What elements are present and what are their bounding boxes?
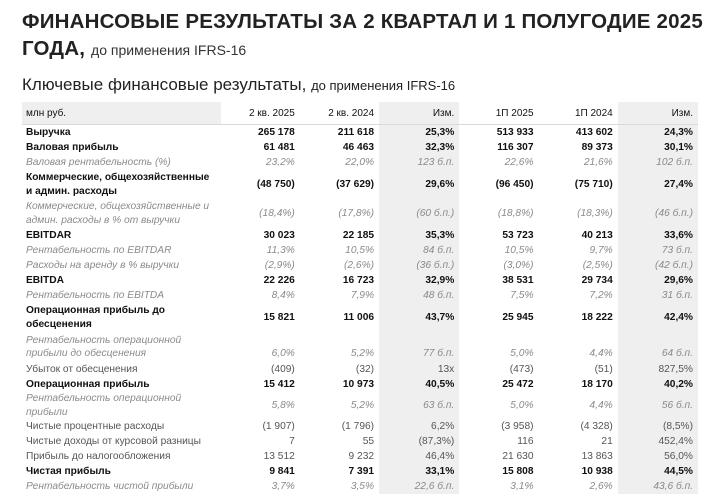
cell-value: 29,6% bbox=[618, 273, 698, 288]
cell-value: 33,6% bbox=[618, 228, 698, 243]
cell-value: 13 512 bbox=[263, 450, 295, 462]
cell-value: 15 821 bbox=[263, 311, 295, 323]
table-row bbox=[22, 392, 698, 419]
cell-value: 46,4% bbox=[379, 449, 459, 464]
column-header: Изм. bbox=[618, 102, 698, 125]
cell-value: 5,2% bbox=[350, 348, 375, 359]
table-row bbox=[22, 170, 698, 199]
table-row bbox=[22, 125, 698, 141]
cell-value: 9,7% bbox=[589, 244, 613, 256]
cell-value: 116 307 bbox=[497, 141, 534, 153]
cell-value: 21 630 bbox=[502, 450, 534, 462]
row-label: Коммерческие, общехозяйственные и админ. расходы в % от выручки bbox=[26, 201, 210, 226]
cell-value: 5,2% bbox=[350, 399, 375, 411]
cell-value: (8,5%) bbox=[618, 419, 698, 434]
row-label: Расходы на аренду в % выручки bbox=[26, 259, 180, 271]
cell-value: 8,4% bbox=[271, 289, 295, 301]
cell-value: 13 863 bbox=[581, 450, 613, 462]
row-label: Рентабельность чистой прибыли bbox=[26, 480, 194, 492]
cell-value: 21 bbox=[601, 435, 613, 447]
cell-value: 18 170 bbox=[581, 378, 613, 390]
table-row bbox=[22, 449, 698, 464]
cell-value: 9 841 bbox=[269, 465, 295, 477]
row-label: Рентабельность по EBITDA bbox=[26, 289, 165, 301]
financial-results-table bbox=[22, 102, 698, 494]
cell-value: 13x bbox=[379, 362, 459, 377]
table-row bbox=[22, 419, 698, 434]
cell-value: (3,0%) bbox=[503, 259, 534, 271]
cell-value: 40,2% bbox=[618, 377, 698, 392]
cell-value: 89 373 bbox=[581, 141, 613, 153]
page-title-main: ФИНАНСОВЫЕ РЕЗУЛЬТАТЫ ЗА 2 КВАРТАЛ И 1 ПОЛУГОДИЕ 2025 ГОДА, bbox=[22, 10, 703, 60]
row-label: Убыток от обесценения bbox=[26, 363, 138, 375]
cell-value: (48 750) bbox=[256, 178, 295, 190]
row-label: Операционная прибыль до обесценения bbox=[26, 305, 166, 330]
section-title-main: Ключевые финансовые результаты, bbox=[22, 75, 307, 94]
cell-value: (60 б.п.) bbox=[379, 199, 459, 228]
cell-value: (409) bbox=[271, 363, 295, 375]
cell-value: 44,5% bbox=[618, 464, 698, 479]
row-label: EBITDA bbox=[26, 274, 64, 286]
column-header: 2 кв. 2025 bbox=[221, 102, 300, 125]
cell-value: (46 б.п.) bbox=[618, 199, 698, 228]
cell-value: 33,1% bbox=[379, 464, 459, 479]
cell-value: (1 796) bbox=[341, 420, 375, 432]
cell-value: 22,6% bbox=[504, 156, 534, 168]
cell-value: 43,7% bbox=[379, 303, 459, 332]
row-label: Операционная прибыль bbox=[26, 378, 150, 390]
row-label: Прибыль до налогообложения bbox=[26, 450, 171, 462]
cell-value: 6,0% bbox=[271, 348, 295, 359]
cell-value: 46 463 bbox=[342, 141, 375, 153]
cell-value: 30,1% bbox=[618, 140, 698, 155]
cell-value: 73 б.п. bbox=[618, 243, 698, 258]
row-label: Чистые доходы от курсовой разницы bbox=[26, 435, 201, 447]
cell-value: 5,0% bbox=[510, 348, 534, 359]
cell-value: 40 213 bbox=[581, 229, 613, 241]
table-row bbox=[22, 273, 698, 288]
cell-value: 22 185 bbox=[342, 229, 375, 241]
cell-value: (75 710) bbox=[574, 178, 613, 190]
cell-value: 7 391 bbox=[348, 465, 375, 477]
cell-value: 5,0% bbox=[510, 399, 534, 411]
row-label: Чистая прибыль bbox=[26, 465, 111, 477]
cell-value: 6,2% bbox=[379, 419, 459, 434]
cell-value: 53 723 bbox=[502, 229, 534, 241]
cell-value: (36 б.п.) bbox=[379, 258, 459, 273]
cell-value: 22,0% bbox=[345, 156, 375, 168]
cell-value: 10,5% bbox=[345, 244, 375, 256]
cell-value: 10 973 bbox=[342, 378, 375, 390]
cell-value: 827,5% bbox=[618, 362, 698, 377]
cell-value: 265 178 bbox=[257, 126, 295, 138]
table-row bbox=[22, 155, 698, 170]
cell-value: (473) bbox=[509, 363, 534, 375]
cell-value: (3 958) bbox=[501, 420, 534, 432]
cell-value: 3,5% bbox=[350, 480, 375, 492]
cell-value: 30 023 bbox=[263, 229, 295, 241]
cell-value: 15 808 bbox=[502, 465, 534, 477]
cell-value: 27,4% bbox=[618, 170, 698, 199]
row-label: Чистые процентные расходы bbox=[26, 420, 165, 432]
cell-value: 22 226 bbox=[263, 274, 295, 286]
cell-value: 32,3% bbox=[379, 140, 459, 155]
cell-value: (18,8%) bbox=[497, 207, 534, 219]
cell-value: 3,7% bbox=[271, 480, 295, 492]
cell-value: 29,6% bbox=[379, 170, 459, 199]
column-header: 1П 2025 bbox=[459, 102, 538, 125]
cell-value: (2,6%) bbox=[344, 259, 375, 271]
cell-value: 7,2% bbox=[589, 289, 613, 301]
cell-value: 25 472 bbox=[502, 378, 534, 390]
cell-value: 64 б.п. bbox=[618, 332, 698, 362]
table-row bbox=[22, 258, 698, 273]
cell-value: (32) bbox=[355, 363, 375, 375]
page-title-suffix: до применения IFRS-16 bbox=[91, 42, 247, 58]
cell-value: 43,6 б.п. bbox=[618, 479, 698, 494]
cell-value: 24,3% bbox=[618, 125, 698, 141]
section-title-suffix: до применения IFRS-16 bbox=[311, 78, 456, 93]
row-label: EBITDAR bbox=[26, 229, 72, 241]
cell-value: 7,9% bbox=[350, 289, 375, 301]
cell-value: 10 938 bbox=[581, 465, 613, 477]
cell-value: 21,6% bbox=[583, 156, 613, 168]
section-title bbox=[22, 75, 455, 95]
cell-value: 10,5% bbox=[504, 244, 534, 256]
cell-value: 11 006 bbox=[343, 311, 375, 323]
cell-value: 32,9% bbox=[379, 273, 459, 288]
cell-value: 3,1% bbox=[510, 480, 534, 492]
cell-value: 48 б.п. bbox=[379, 288, 459, 303]
cell-value: 42,4% bbox=[618, 303, 698, 332]
cell-value: (17,8%) bbox=[338, 207, 375, 219]
table-header-row bbox=[22, 102, 698, 125]
cell-value: 15 412 bbox=[263, 378, 295, 390]
cell-value: 211 618 bbox=[337, 126, 375, 138]
table-row bbox=[22, 464, 698, 479]
cell-value: 116 bbox=[517, 435, 534, 447]
cell-value: (2,5%) bbox=[582, 259, 613, 271]
cell-value: 56 б.п. bbox=[618, 392, 698, 419]
table-row bbox=[22, 303, 698, 332]
cell-value: 77 б.п. bbox=[379, 332, 459, 362]
table-row bbox=[22, 243, 698, 258]
cell-value: 102 б.п. bbox=[618, 155, 698, 170]
cell-value: 452,4% bbox=[618, 434, 698, 449]
cell-value: 16 723 bbox=[342, 274, 375, 286]
cell-value: (42 б.п.) bbox=[618, 258, 698, 273]
cell-value: 22,6 б.п. bbox=[379, 479, 459, 494]
table-row bbox=[22, 332, 698, 362]
row-label: Валовая прибыль bbox=[26, 141, 119, 153]
cell-value: 7,5% bbox=[510, 289, 534, 301]
table-row bbox=[22, 377, 698, 392]
cell-value: 9 232 bbox=[348, 450, 375, 462]
row-label: Коммерческие, общехозяйственные и админ. расходы bbox=[26, 172, 210, 197]
table-row bbox=[22, 434, 698, 449]
table-row bbox=[22, 140, 698, 155]
row-label: Рентабельность по EBITDAR bbox=[26, 244, 172, 256]
cell-value: 55 bbox=[362, 435, 375, 447]
row-label: Рентабельность операционной прибыли bbox=[26, 393, 182, 418]
cell-value: 11,3% bbox=[266, 244, 295, 256]
column-header: Изм. bbox=[379, 102, 459, 125]
cell-value: 513 933 bbox=[496, 126, 534, 138]
cell-value: 56,0% bbox=[618, 449, 698, 464]
cell-value: 23,2% bbox=[265, 156, 295, 168]
column-header: млн руб. bbox=[22, 102, 221, 125]
cell-value: 35,3% bbox=[379, 228, 459, 243]
table-row bbox=[22, 199, 698, 228]
cell-value: 40,5% bbox=[379, 377, 459, 392]
cell-value: 25 945 bbox=[502, 311, 534, 323]
column-header: 1П 2024 bbox=[539, 102, 618, 125]
cell-value: (18,4%) bbox=[259, 207, 295, 219]
cell-value: (1 907) bbox=[262, 420, 295, 432]
cell-value: 123 б.п. bbox=[379, 155, 459, 170]
cell-value: 4,4% bbox=[589, 399, 613, 411]
cell-value: 61 481 bbox=[263, 141, 295, 153]
cell-value: 4,4% bbox=[589, 348, 613, 359]
row-label: Валовая рентабельность (%) bbox=[26, 156, 171, 168]
row-label: Выручка bbox=[26, 126, 71, 138]
cell-value: 25,3% bbox=[379, 125, 459, 141]
table-row bbox=[22, 479, 698, 494]
cell-value: (18,3%) bbox=[577, 207, 613, 219]
cell-value: (2,9%) bbox=[264, 259, 295, 271]
cell-value: 2,6% bbox=[589, 480, 613, 492]
cell-value: 38 531 bbox=[502, 274, 534, 286]
table-row bbox=[22, 228, 698, 243]
table-row bbox=[22, 288, 698, 303]
column-header: 2 кв. 2024 bbox=[300, 102, 379, 125]
cell-value: (87,3%) bbox=[379, 434, 459, 449]
cell-value: 413 602 bbox=[575, 126, 613, 138]
cell-value: (96 450) bbox=[495, 178, 534, 190]
cell-value: 7 bbox=[289, 435, 295, 447]
cell-value: 31 б.п. bbox=[618, 288, 698, 303]
cell-value: 63 б.п. bbox=[379, 392, 459, 419]
table-row bbox=[22, 362, 698, 377]
cell-value: 18 222 bbox=[581, 311, 613, 323]
cell-value: 84 б.п. bbox=[379, 243, 459, 258]
cell-value: (37 629) bbox=[336, 178, 375, 190]
cell-value: (4 328) bbox=[580, 420, 613, 432]
page-title bbox=[22, 8, 712, 64]
cell-value: (51) bbox=[594, 363, 613, 375]
row-label: Рентабельность операционной прибыли до обесценения bbox=[26, 334, 182, 359]
cell-value: 29 734 bbox=[581, 274, 613, 286]
cell-value: 5,8% bbox=[271, 399, 295, 411]
